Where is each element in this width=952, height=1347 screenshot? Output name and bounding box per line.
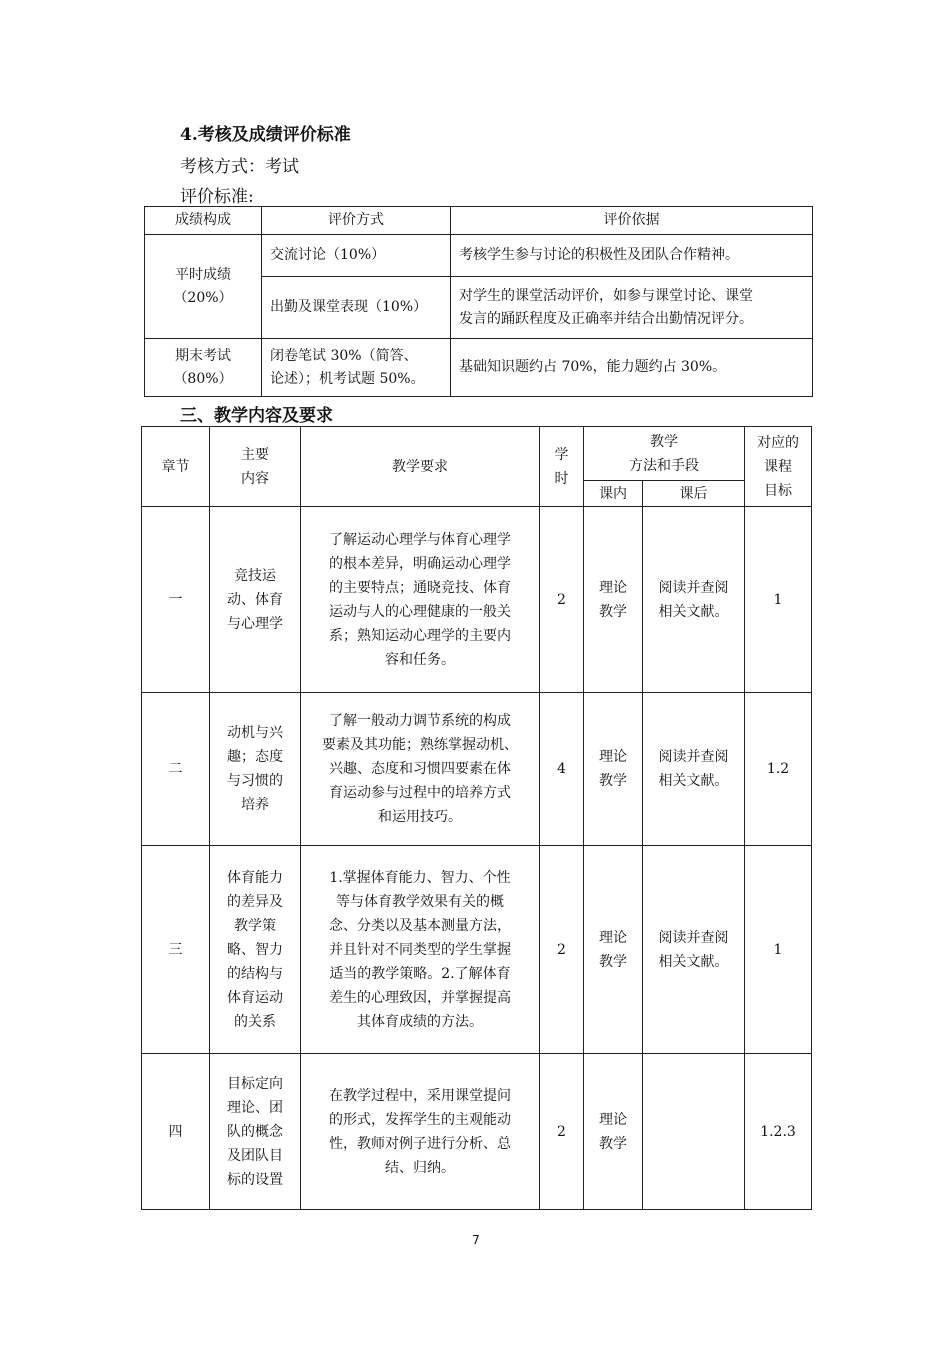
- usual-score-cell: [145, 235, 262, 339]
- content-line: 体育运动: [227, 989, 283, 1006]
- section-4-heading: 4.考核及成绩评价标准: [180, 125, 351, 145]
- requirement-line: 和运用技巧。: [378, 809, 462, 825]
- requirement-line: 并且针对不同类型的学生掌握: [329, 941, 511, 958]
- in-class-line: 理论: [599, 749, 627, 765]
- chapter-cell: 一: [142, 507, 210, 693]
- grading-table: [144, 206, 813, 397]
- header-goal-line: 对应的: [757, 434, 799, 451]
- content-line: 动机与兴: [227, 725, 283, 741]
- table-row: [145, 339, 813, 397]
- requirement-line: 性，教师对例子进行分析、总: [329, 1135, 511, 1152]
- content-line: 及团队目: [227, 1147, 283, 1164]
- header-method: [584, 427, 745, 481]
- requirement-line: 的形式，发挥学生的主观能动: [329, 1111, 511, 1128]
- requirement-cell: [301, 846, 540, 1054]
- content-cell: [210, 1054, 301, 1210]
- requirement-line: 念、分类以及基本测量方法，: [329, 917, 511, 934]
- content-cell: [210, 693, 301, 846]
- after-class-cell: [643, 693, 745, 846]
- header-goal-line: 目标: [764, 482, 792, 499]
- requirement-line: 容和任务。: [385, 651, 455, 668]
- in-class-line: 理论: [599, 1111, 627, 1128]
- requirement-line: 要素及其功能；熟练掌握动机、: [322, 737, 518, 753]
- content-line: 目标定向: [227, 1075, 283, 1092]
- requirement-cell: [301, 1054, 540, 1210]
- final-exam-pct: （80%）: [173, 370, 233, 387]
- after-class-line: 相关文献。: [658, 603, 729, 620]
- after-class-line: 相关文献。: [658, 953, 729, 970]
- content-line: 略、智力: [227, 941, 283, 958]
- in-class-line: 教学: [599, 773, 627, 789]
- criteria-label: 评价标准:: [180, 187, 254, 207]
- header-content-line: 主要: [241, 446, 269, 463]
- hours-cell: 2: [540, 1054, 584, 1210]
- in-class-line: 理论: [599, 579, 627, 596]
- requirement-line: 运动与人的心理健康的一般关: [329, 603, 511, 620]
- requirement-line: 的主要特点；通晓竞技、体育: [329, 579, 511, 596]
- usual-score-label: 平时成绩: [175, 266, 231, 283]
- requirement-line: 育运动参与过程中的培养方式: [329, 785, 511, 801]
- content-line: 理论、团: [227, 1099, 283, 1116]
- assessment-method: 考核方式：考试: [180, 157, 299, 177]
- table-row: [142, 846, 812, 1054]
- final-method-line: 论述）；机考试题 50%。: [270, 370, 425, 387]
- after-class-cell: [643, 1054, 745, 1210]
- chapter-cell: 四: [142, 1054, 210, 1210]
- header-requirement: 教学要求: [301, 427, 540, 507]
- in-class-cell: [584, 1054, 643, 1210]
- table-row: [142, 693, 812, 846]
- content-line: 的关系: [234, 1013, 276, 1030]
- final-exam-basis: 基础知识题约占 70%，能力题约占 30%。: [451, 339, 813, 397]
- after-class-line: 相关文献。: [658, 773, 729, 789]
- in-class-line: 理论: [599, 929, 627, 946]
- requirement-line: 等与体育教学效果有关的概: [336, 893, 504, 910]
- discussion-method: 交流讨论（10%）: [262, 235, 451, 277]
- requirement-line: 了解一般动力调节系统的构成: [329, 713, 511, 729]
- requirement-line: 适当的教学策略。2.了解体育: [329, 965, 511, 982]
- content-cell: [210, 846, 301, 1054]
- attendance-method: 出勤及课堂表现（10%）: [262, 277, 451, 339]
- hours-cell: 2: [540, 507, 584, 693]
- content-cell: [210, 507, 301, 693]
- header-goal-line: 课程: [764, 458, 792, 475]
- final-exam-label: 期末考试: [175, 347, 231, 364]
- content-line: 与习惯的: [227, 773, 283, 789]
- content-line: 的结构与: [227, 965, 283, 982]
- grading-header-row: [145, 207, 813, 235]
- goal-cell: 1.2: [745, 693, 812, 846]
- header-goal: [745, 427, 812, 507]
- final-exam-method: [262, 339, 451, 397]
- discussion-basis: 考核学生参与讨论的积极性及团队合作精神。: [451, 235, 813, 277]
- header-hours-line: 时: [554, 470, 569, 487]
- goal-cell: 1: [745, 846, 812, 1054]
- content-line: 体育能力: [227, 869, 283, 886]
- goal-cell: 1: [745, 507, 812, 693]
- requirement-line: 结、归纳。: [385, 1159, 455, 1176]
- page-number: 7: [472, 1233, 480, 1247]
- header-hours: [540, 427, 584, 507]
- requirement-line: 在教学过程中，采用课堂提问: [329, 1087, 511, 1104]
- after-class-cell: [643, 846, 745, 1054]
- header-chapter: 章节: [142, 427, 210, 507]
- requirement-line: 其体育成绩的方法。: [357, 1013, 483, 1030]
- content-line: 趣；态度: [227, 749, 283, 765]
- requirement-line: 1.掌握体育能力、智力、个性: [329, 869, 511, 886]
- after-class-cell: [643, 507, 745, 693]
- usual-score-pct: （20%）: [173, 289, 233, 306]
- content-line: 竞技运: [234, 567, 276, 584]
- in-class-line: 教学: [599, 1135, 627, 1152]
- header-method-line: 方法和手段: [629, 457, 699, 474]
- in-class-line: 教学: [599, 953, 627, 970]
- content-line: 标的设置: [227, 1171, 283, 1188]
- content-table: [141, 426, 812, 1210]
- requirement-line: 了解运动心理学与体育心理学: [329, 531, 511, 548]
- attendance-basis-line: 对学生的课堂活动评价，如参与课堂讨论、课堂: [459, 287, 753, 304]
- in-class-cell: [584, 846, 643, 1054]
- header-basis: 评价依据: [451, 207, 813, 235]
- header-content: [210, 427, 301, 507]
- final-exam-cell: [145, 339, 262, 397]
- in-class-line: 教学: [599, 603, 627, 620]
- header-method-line: 教学: [650, 433, 678, 450]
- table-row: [142, 1054, 812, 1210]
- after-class-line: 阅读并查阅: [658, 749, 729, 765]
- hours-cell: 2: [540, 846, 584, 1054]
- attendance-basis: [451, 277, 813, 339]
- after-class-line: 阅读并查阅: [658, 929, 729, 946]
- content-header-row: [142, 427, 812, 481]
- in-class-cell: [584, 507, 643, 693]
- content-line: 与心理学: [227, 615, 283, 632]
- content-line: 队的概念: [227, 1123, 283, 1140]
- header-composition: 成绩构成: [145, 207, 262, 235]
- content-line: 动、体育: [227, 591, 283, 608]
- requirement-line: 系；熟知运动心理学的主要内: [329, 627, 511, 644]
- header-hours-line: 学: [554, 446, 569, 463]
- requirement-line: 兴趣、态度和习惯四要素在体: [329, 761, 511, 777]
- attendance-basis-line: 发言的踊跃程度及正确率并结合出勤情况评分。: [459, 310, 753, 327]
- final-method-line: 闭卷笔试 30%（简答、: [270, 347, 418, 364]
- goal-cell: 1.2.3: [745, 1054, 812, 1210]
- header-in-class: 课内: [584, 481, 643, 507]
- content-line: 培养: [241, 797, 269, 813]
- chapter-cell: 二: [142, 693, 210, 846]
- content-line: 教学策: [234, 917, 276, 934]
- hours-cell: 4: [540, 693, 584, 846]
- requirement-line: 差生的心理致因，并掌握提高: [329, 989, 511, 1006]
- requirement-cell: [301, 693, 540, 846]
- content-line: 的差异及: [227, 893, 283, 910]
- table-row: [145, 235, 813, 277]
- section-3-heading: 三、教学内容及要求: [180, 406, 333, 426]
- header-method: 评价方式: [262, 207, 451, 235]
- requirement-line: 的根本差异，明确运动心理学: [329, 555, 511, 572]
- header-after-class: 课后: [643, 481, 745, 507]
- table-row: [142, 507, 812, 693]
- chapter-cell: 三: [142, 846, 210, 1054]
- in-class-cell: [584, 693, 643, 846]
- requirement-cell: [301, 507, 540, 693]
- header-content-line: 内容: [241, 470, 269, 487]
- after-class-line: 阅读并查阅: [658, 579, 729, 596]
